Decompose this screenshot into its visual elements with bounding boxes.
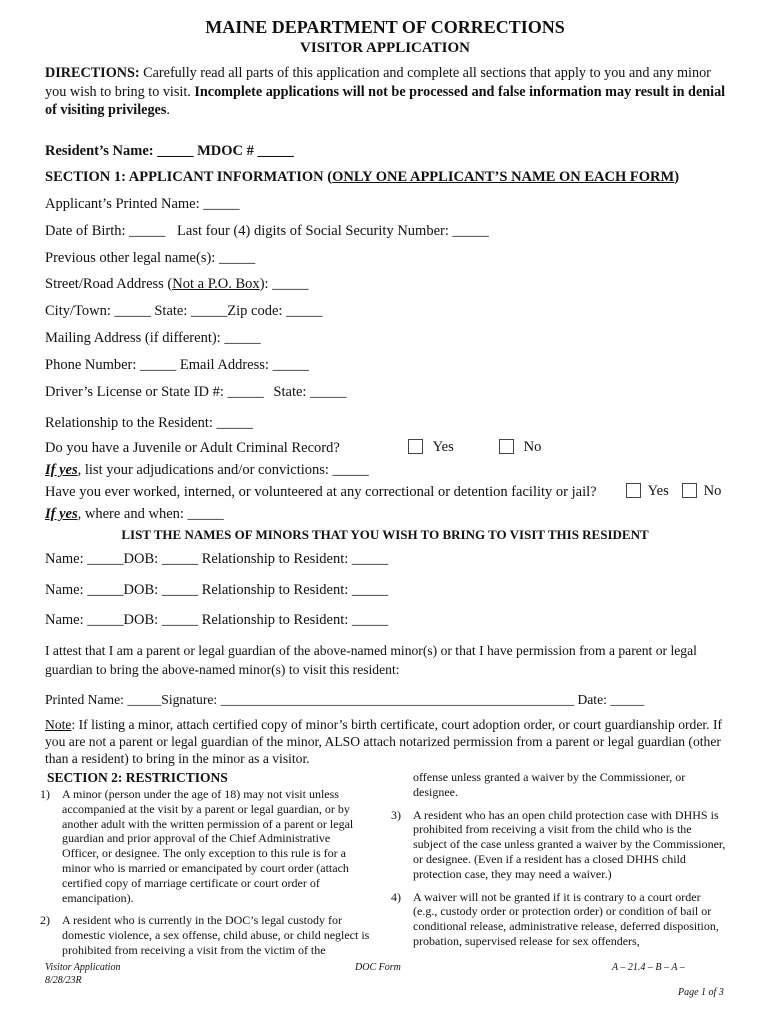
record-followup-row — [45, 462, 369, 479]
minor-relationship-label: Relationship to Resident: — [201, 582, 349, 598]
section1-heading — [45, 169, 679, 186]
email-label: Email Address: — [179, 357, 269, 373]
license-label: Driver’s License or State ID #: — [45, 384, 224, 400]
relationship-row — [45, 415, 253, 432]
restriction-text: A resident who has an open child protection case with DHHS is prohibited from receiving a visit from the child who is the subject of the case unless granted a waiver by the Commissioner, or designee. (Even if a resident has a closed DHHS child protection case, they may need a waiver.) — [413, 807, 726, 881]
street-field[interactable]: _____ — [272, 276, 309, 292]
minor-name-label: Name: — [45, 612, 84, 628]
criminal-record-question: Do you have a Juvenile or Adult Criminal Record? — [45, 440, 340, 456]
resident-line — [45, 143, 294, 160]
signature-label: Signature: — [161, 692, 218, 707]
note — [45, 716, 735, 767]
street-label: Street/Road Address (Not a P.O. Box): — [45, 276, 269, 292]
worked-question: Have you ever worked, interned, or volunteered at any correctional or detention facility or jail? — [45, 484, 597, 500]
section2-heading: SECTION 2: RESTRICTIONS — [47, 770, 228, 785]
page-number: Page 1 of 3 — [678, 987, 724, 998]
city-label: City/Town: — [45, 303, 111, 319]
minor-row — [45, 582, 388, 599]
footer-code: A – 21.4 – B – A – — [612, 962, 685, 973]
city-row — [45, 303, 322, 320]
minor-relationship-label: Relationship to Resident: — [201, 612, 349, 628]
signature-row — [45, 692, 644, 708]
mailing-label: Mailing Address (if different): — [45, 330, 221, 346]
form-subtitle: VISITOR APPLICATION — [300, 40, 470, 56]
minor-relationship-field[interactable]: _____ — [351, 612, 389, 628]
no-label: No — [703, 483, 722, 499]
directions-end: . — [166, 102, 170, 118]
directions-warning: Incomplete applications will not be processed and false information may result in denial of visiting privileges — [45, 83, 726, 118]
minor-row — [45, 551, 388, 568]
dob-label: Date of Birth: — [45, 223, 126, 239]
previous-names-label: Previous other legal name(s): — [45, 250, 216, 266]
record-followup-field[interactable]: _____ — [332, 462, 369, 478]
ssn-label: Last four (4) digits of Social Security Number: — [177, 223, 449, 239]
worked-no[interactable] — [682, 483, 721, 500]
state-label: State: — [154, 303, 188, 319]
minor-name-field[interactable]: _____ — [87, 551, 124, 567]
note-text: : If listing a minor, attach certified copy of minor’s birth certificate, court adoption order, or court guardianship order. If you are not a parent or legal guardian of the minor, ALSO attach notarized permission from a parent or legal guardian (other than a resident) to bring in the minor as a visitor. — [45, 717, 723, 766]
relationship-label: Relationship to the Resident: — [45, 415, 213, 431]
ssn-field[interactable]: _____ — [452, 223, 489, 239]
printed-name-label: Applicant’s Printed Name: — [45, 196, 200, 212]
restriction-number: 4) — [391, 889, 401, 904]
email-field[interactable]: _____ — [272, 357, 309, 373]
mdoc-field[interactable]: _____ — [257, 143, 294, 159]
restriction-text: A minor (person under the age of 18) may not visit unless accompanied at the visit by a parent or legal guardian, or by another adult with the written permission of a parent or legal guardian and prior approval of the Chief Administrative Officer, or designee. The only exception to this rule is for a minor who is married or emancipated by court order (attach certified copy of marriage certificate or court order of emancipation). — [62, 787, 354, 905]
license-row — [45, 384, 346, 401]
worked-followup-field[interactable]: _____ — [187, 506, 224, 522]
state-field[interactable]: _____ — [191, 303, 228, 319]
restriction-number: 3) — [391, 807, 401, 822]
signer-printed-name-field[interactable]: _____ — [127, 692, 162, 707]
license-state-field[interactable]: _____ — [310, 384, 347, 400]
restrictions-right-column — [391, 770, 726, 957]
checkbox-icon[interactable] — [682, 483, 697, 498]
dob-row — [45, 223, 489, 240]
restriction-number: 1) — [40, 787, 50, 801]
minor-dob-label: DOB: — [123, 612, 159, 628]
restriction-item — [391, 808, 726, 882]
previous-names-field[interactable]: _____ — [218, 250, 256, 266]
checkbox-icon[interactable] — [408, 439, 423, 454]
directions — [45, 64, 735, 120]
criminal-record-no[interactable] — [499, 439, 541, 456]
restriction-item — [40, 787, 370, 905]
minor-name-label: Name: — [45, 582, 84, 598]
footer-form-name: Visitor Application — [45, 962, 121, 973]
relationship-field[interactable]: _____ — [216, 415, 253, 431]
criminal-record-yes[interactable] — [408, 439, 454, 456]
printed-name-label: Printed Name: — [45, 692, 124, 707]
resident-name-field[interactable]: _____ — [157, 143, 194, 159]
restriction-item — [40, 913, 370, 957]
resident-name-label: Resident’s Name: — [45, 143, 154, 159]
record-followup-label: , list your adjudications and/or convictions: — [77, 462, 329, 478]
if-yes-label: If yes — [45, 506, 78, 522]
previous-names-row — [45, 250, 255, 267]
checkbox-icon[interactable] — [499, 439, 514, 454]
yes-label: Yes — [432, 439, 454, 455]
footer-date: 8/28/23R — [45, 975, 82, 986]
restriction-item — [391, 890, 726, 949]
printed-name-row — [45, 196, 240, 213]
minor-dob-field[interactable]: _____ — [161, 612, 199, 628]
restrictions-left-column — [40, 787, 370, 966]
minor-relationship-field[interactable]: _____ — [351, 582, 389, 598]
signature-field[interactable]: ____________________________________________________ — [220, 692, 575, 707]
restriction-text: offense unless granted a waiver by the Commissioner, or designee. — [413, 770, 686, 799]
minor-name-label: Name: — [45, 551, 84, 567]
minor-relationship-label: Relationship to Resident: — [201, 551, 349, 567]
zip-label: Zip code: — [227, 303, 283, 319]
mailing-row — [45, 330, 261, 347]
street-row — [45, 276, 308, 293]
directions-label: DIRECTIONS: — [45, 65, 140, 81]
minor-row — [45, 612, 388, 629]
restriction-text: A resident who is currently in the DOC’s legal custody for domestic violence, a sex offense, child abuse, or child neglect is prohibited from receiving a visit from the victim of the — [62, 913, 370, 957]
minor-name-field[interactable]: _____ — [87, 582, 124, 598]
worked-followup-label: , where and when: — [77, 506, 184, 522]
phone-label: Phone Number: — [45, 357, 137, 373]
restriction-item-continued — [391, 770, 726, 800]
zip-field[interactable]: _____ — [286, 303, 323, 319]
license-field[interactable]: _____ — [227, 384, 264, 400]
minor-dob-field[interactable]: _____ — [161, 582, 199, 598]
date-field[interactable]: _____ — [610, 692, 645, 707]
attestation-text: I attest that I am a parent or legal guardian of the above-named minor(s) or that I have permission from a parent or legal guardian to bring the above-named minor(s) to visit this resident: — [45, 643, 697, 677]
section1-title-emphasis: ONLY ONE APPLICANT’S NAME ON EACH FORM — [332, 169, 675, 185]
page-title: MAINE DEPARTMENT OF CORRECTIONS — [205, 17, 565, 37]
dob-field[interactable]: _____ — [129, 223, 166, 239]
minor-name-field[interactable]: _____ — [87, 612, 124, 628]
phone-row — [45, 357, 309, 374]
minor-dob-field[interactable]: _____ — [161, 551, 199, 567]
worked-followup-row — [45, 506, 224, 523]
city-field[interactable]: _____ — [114, 303, 151, 319]
no-label: No — [523, 439, 542, 455]
if-yes-label: If yes — [45, 462, 78, 478]
checkbox-icon[interactable] — [626, 483, 641, 498]
section1-title: SECTION 1: APPLICANT INFORMATION ( — [45, 169, 333, 185]
worked-yes[interactable] — [626, 483, 669, 500]
phone-field[interactable]: _____ — [140, 357, 177, 373]
mdoc-label: MDOC # — [197, 143, 254, 159]
minor-dob-label: DOB: — [123, 582, 159, 598]
footer-doc-form: DOC Form — [355, 962, 401, 973]
minors-heading: LIST THE NAMES OF MINORS THAT YOU WISH TO BRING TO VISIT THIS RESIDENT — [121, 527, 649, 542]
note-label: Note — [45, 717, 72, 732]
restriction-text: A waiver will not be granted if it is contrary to a court order (e.g., custody order or protection order) or condition of bail or conditional release, administrative release, deferred disposition, probation, supervised release for sex offenders, — [413, 889, 719, 948]
mailing-field[interactable]: _____ — [224, 330, 261, 346]
directions-text: Carefully read all parts of this application and complete all sections that apply to you and any minor you wish to bring to visit. — [45, 65, 711, 100]
minor-relationship-field[interactable]: _____ — [351, 551, 389, 567]
minor-dob-label: DOB: — [123, 551, 159, 567]
yes-label: Yes — [647, 483, 669, 499]
license-state-label: State: — [273, 384, 307, 400]
date-label: Date: — [577, 692, 607, 707]
printed-name-field[interactable]: _____ — [203, 196, 240, 212]
restriction-number: 2) — [40, 913, 50, 928]
section1-title-end: ) — [674, 169, 680, 185]
